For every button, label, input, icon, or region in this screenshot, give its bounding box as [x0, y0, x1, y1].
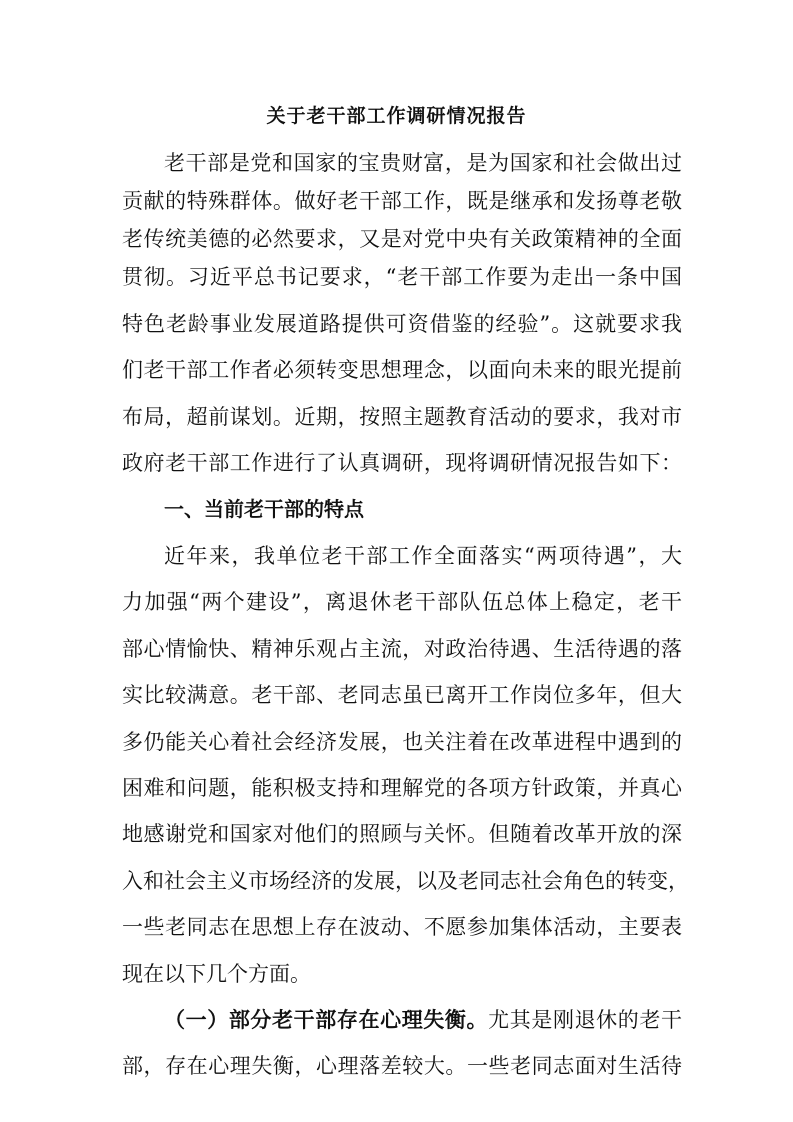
paragraph-line: 政府老干部工作进行了认真调研，现将调研情况报告如下： — [122, 451, 682, 475]
paragraph-line: 老传统美德的必然要求，又是对党中央有关政策精神的全面 — [122, 227, 682, 251]
paragraph-line: 贯彻。习近平总书记要求，“老干部工作要为走出一条中国 — [122, 265, 682, 289]
paragraph-line: 现在以下几个方面。 — [122, 962, 311, 986]
paragraph-line: 多仍能关心着社会经济发展，也关注着在改革进程中遇到的 — [122, 730, 682, 754]
paragraph-line: 特色老龄事业发展道路提供可资借鉴的经验”。这就要求我 — [122, 312, 682, 336]
paragraph-line: 部，存在心理失衡，心理落差较大。一些老同志面对生活待 — [122, 1054, 682, 1078]
paragraph-line: 入和社会主义市场经济的发展，以及老同志社会角色的转变， — [122, 869, 689, 893]
paragraph-line: 贡献的特殊群体。做好老干部工作，既是继承和发扬尊老敬 — [122, 189, 682, 213]
paragraph-line: 老干部是党和国家的宝贵财富，是为国家和社会做出过 — [164, 151, 682, 175]
paragraph-line: 们老干部工作者必须转变思想理念，以面向未来的眼光提前 — [122, 358, 682, 382]
subsection-line — [164, 1006, 682, 1034]
document-title: 关于老干部工作调研情况报告 — [266, 105, 527, 127]
subsection-heading: （一）部分老干部存在心理失衡。 — [164, 1007, 489, 1032]
paragraph-line: 地感谢党和国家对他们的照顾与关怀。但随着改革开放的深 — [122, 822, 682, 846]
paragraph-line: 部心情愉快、精神乐观占主流，对政治待遇、生活待遇的落 — [122, 637, 682, 661]
subsection-text: 尤其是刚退休的老干 — [488, 1008, 683, 1032]
paragraph-line: 困难和问题，能积极支持和理解党的各项方针政策，并真心 — [122, 776, 682, 800]
paragraph-line: 实比较满意。老干部、老同志虽已离开工作岗位多年，但大 — [122, 683, 682, 707]
paragraph-line: 力加强“两个建设”，离退休老干部队伍总体上稳定，老干 — [122, 590, 682, 614]
paragraph-line: 近年来，我单位老干部工作全面落实“两项待遇”，大 — [164, 544, 682, 568]
section-heading: 一、当前老干部的特点 — [164, 497, 364, 521]
paragraph-line: 布局，超前谋划。近期，按照主题教育活动的要求，我对市 — [122, 405, 682, 429]
paragraph-line: 一些老同志在思想上存在波动、不愿参加集体活动，主要表 — [122, 915, 682, 939]
